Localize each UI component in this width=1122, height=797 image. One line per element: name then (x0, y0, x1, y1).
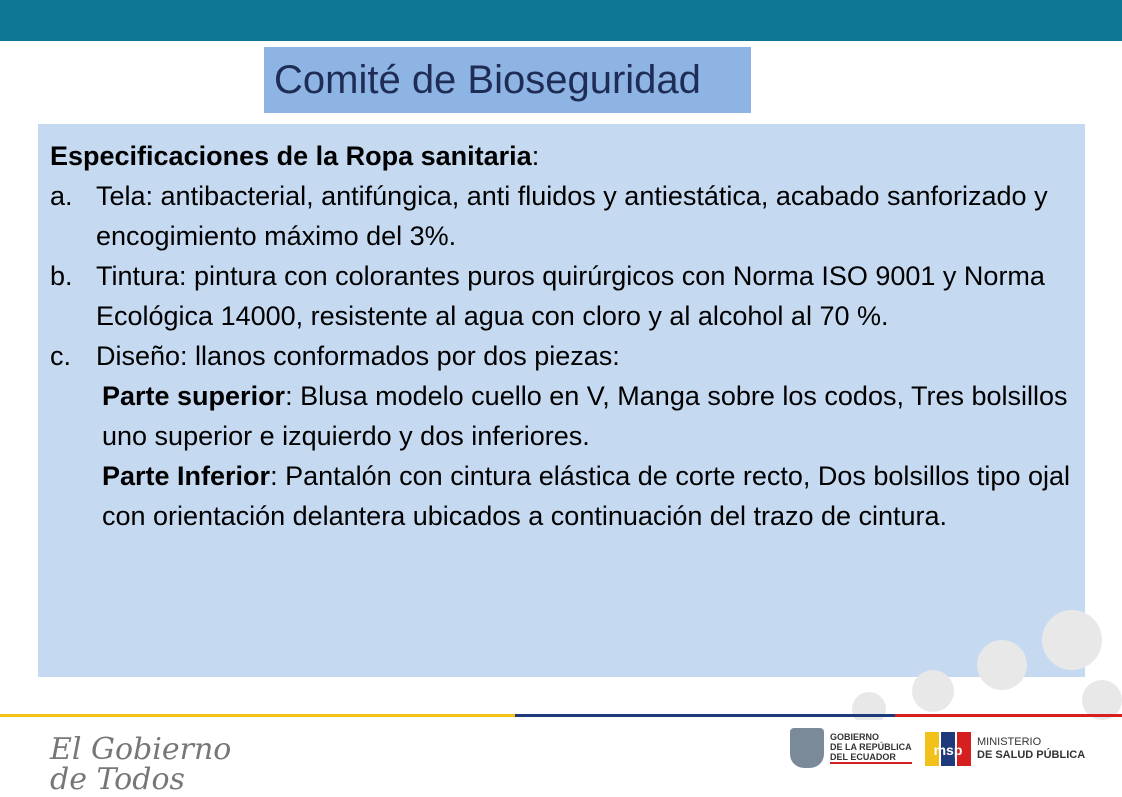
sub-item-text: : Pantalón con cintura elástica de corte recto, Dos bolsillos tipo ojal con orientación delantera ubicados a continuación del trazo de cintura. (102, 461, 1070, 531)
footer-rule-red (895, 714, 1122, 717)
list-marker: a. (50, 181, 73, 211)
heading-colon: : (531, 141, 540, 171)
section-heading (50, 136, 1075, 176)
top-bar (0, 0, 1122, 41)
sub-item-label: Parte Inferior (102, 461, 271, 491)
list-marker: c. (50, 341, 72, 371)
footer-rule-yellow (0, 714, 515, 717)
ministry-line-1: MINISTERIO (977, 736, 1042, 748)
gob-line-2: DE LA REPÚBLICA (830, 742, 912, 752)
msp-abbrev: msp (933, 742, 963, 758)
list-marker: b. (50, 261, 73, 291)
ministry-line-2: DE SALUD PÚBLICA (977, 749, 1086, 761)
sub-item-label: Parte superior (102, 381, 286, 411)
ministry-text (977, 736, 1085, 762)
heading-text: Especificaciones de la Ropa sanitaria (50, 141, 532, 171)
government-logo (790, 728, 912, 768)
slogan-line-2: de Todos (50, 762, 185, 797)
sub-item-lower (50, 456, 1075, 536)
footer-rule-blue (515, 714, 895, 717)
list-item (50, 256, 1075, 336)
page-title: Comité de Bioseguridad (264, 47, 751, 113)
sub-item-upper (50, 376, 1075, 456)
gob-line-1: GOBIERNO (830, 732, 880, 742)
ministry-logo (925, 732, 1085, 766)
government-text (830, 732, 912, 764)
list-item-text: Tela: antibacterial, antifúngica, anti fluidos y antiestática, acabado sanforizado y encogimiento máximo del 3%. (96, 181, 1048, 251)
list-item-text: Diseño: llanos conformados por dos piezas: (96, 341, 620, 371)
coat-of-arms-icon (790, 728, 824, 768)
gob-line-3: DEL ECUADOR (830, 752, 912, 764)
list-item-text: Tintura: pintura con colorantes puros quirúrgicos con Norma ISO 9001 y Norma Ecológica 14000, resistente al agua con cloro y al alcohol al 70 %. (96, 261, 1045, 331)
list-item (50, 336, 1075, 376)
slogan-logo (50, 732, 232, 797)
sub-item-text: : Blusa modelo cuello en V, Manga sobre los codos, Tres bolsillos uno superior e izquierdo y dos inferiores. (102, 381, 1068, 451)
list-item (50, 176, 1075, 256)
slogan-line-1: El Gobierno (50, 732, 232, 767)
decorative-dots (792, 600, 1122, 720)
content-panel (38, 124, 1085, 677)
